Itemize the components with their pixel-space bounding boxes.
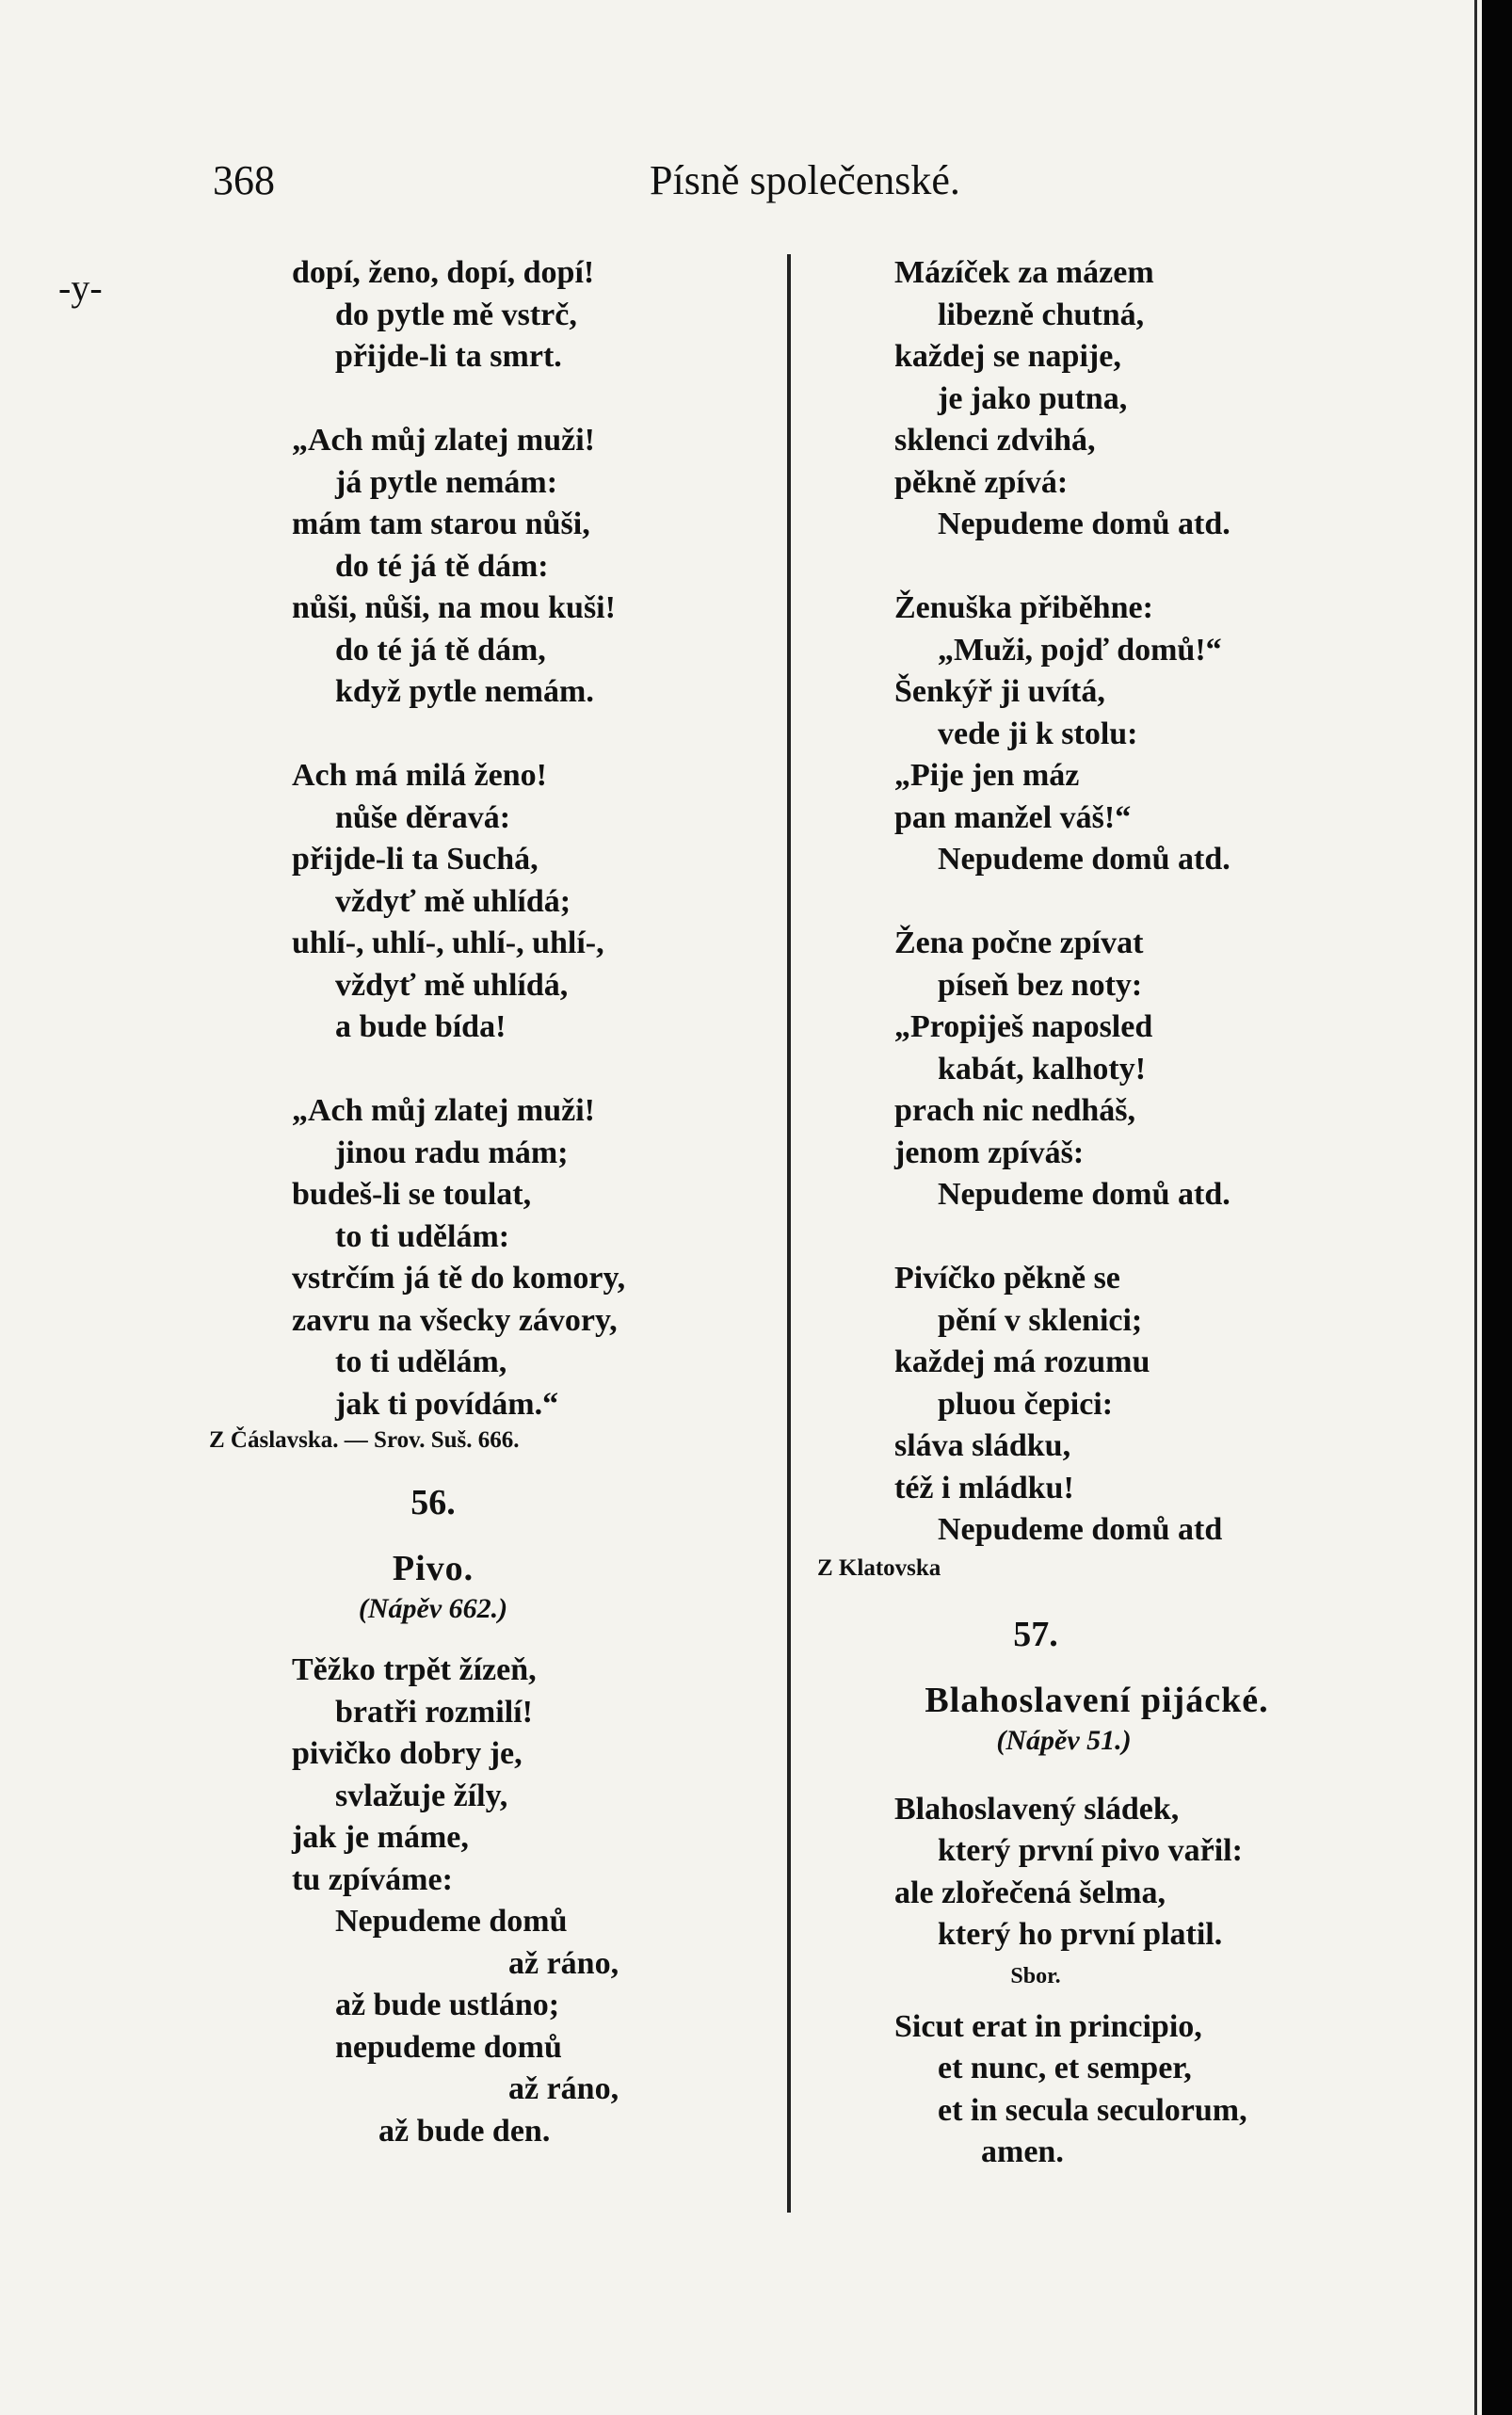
verse-line: zavru na všecky závory, xyxy=(292,1302,618,1338)
verse-line: sláva sládku, xyxy=(894,1428,1071,1463)
tune-reference: (Nápěv 662.) xyxy=(358,1593,508,1624)
verse-line: Žena počne zpívat xyxy=(894,926,1144,960)
verse-line: nůši, nůši, na mou kuši! xyxy=(292,590,616,625)
verse-line: prach nic nedháš, xyxy=(894,1093,1135,1128)
verse-line: Těžko trpět žízeň, xyxy=(292,1652,537,1687)
verse-line: pění v sklenici; xyxy=(938,1302,1143,1338)
verse-line: až ráno, xyxy=(508,2071,619,2106)
song-title: Blahoslavení pijácké. xyxy=(925,1680,1269,1720)
verse-line: až ráno, xyxy=(508,1945,619,1981)
scan-edge-shadow xyxy=(1482,0,1512,2415)
verse-line: „Ach můj zlatej muži! xyxy=(292,423,595,458)
verse-line: každej má rozumu xyxy=(894,1344,1150,1379)
verse-line: Nepudeme domů atd. xyxy=(938,842,1231,877)
chorus-verses xyxy=(894,2006,1346,2174)
verse-line: uhlí-, uhlí-, uhlí-, uhlí-, xyxy=(292,926,604,960)
song-continuation xyxy=(894,252,1346,1552)
verse-line: Ženuška přiběhne: xyxy=(894,590,1153,625)
verse-line: to ti udělám: xyxy=(335,1218,510,1254)
verse-line: Sicut erat in principio, xyxy=(894,2008,1202,2044)
stanza-gap xyxy=(292,1049,781,1091)
verse-line: libezně chutná, xyxy=(938,297,1145,332)
verse-line: Nepudeme domů atd xyxy=(938,1512,1223,1547)
song-verses xyxy=(292,1650,781,2152)
verse-line: jak ti povídám.“ xyxy=(335,1386,559,1422)
verse-line: pan manžel váš!“ xyxy=(894,799,1132,835)
verse-line: jak je máme, xyxy=(292,1820,469,1855)
right-column xyxy=(817,252,1346,2174)
verse-line: dopí, ženo, dopí, dopí! xyxy=(292,255,595,290)
verse-line: Pivíčko pěkně se xyxy=(894,1261,1120,1296)
column-divider xyxy=(787,254,791,2213)
verse-line: když pytle nemám. xyxy=(335,674,594,709)
verse-line: kabát, kalhoty! xyxy=(938,1051,1147,1087)
verse-line: Nepudeme domů xyxy=(335,1904,568,1939)
source-note: Z Čáslavska. — Srov. Suš. 666. xyxy=(209,1427,520,1453)
stanza-gap xyxy=(894,546,1346,588)
verse-line: ale zlořečená šelma, xyxy=(894,1875,1166,1910)
verse-line: pivičko dobry je, xyxy=(292,1736,523,1771)
verse-line: vede ji k stolu: xyxy=(938,716,1138,751)
verse-line: Ach má milá ženo! xyxy=(292,758,548,793)
verse-line: až bude den. xyxy=(378,2113,551,2149)
verse-line: Šenkýř ji uvítá, xyxy=(894,674,1105,709)
chorus-label: Sbor. xyxy=(1010,1963,1061,1988)
verse-line: je jako putna, xyxy=(938,380,1128,416)
verse-line: já pytle nemám: xyxy=(335,464,558,500)
verse-line: „Muži, pojď domů!“ xyxy=(938,632,1222,668)
verse-line: vždyť mě uhlídá, xyxy=(335,967,569,1003)
song-number: 56. xyxy=(410,1483,456,1522)
stanza-gap xyxy=(292,378,781,421)
song-title: Pivo. xyxy=(392,1549,475,1588)
running-title: Písně společenské. xyxy=(650,157,960,203)
verse-line: pěkně zpívá: xyxy=(894,464,1069,500)
verse-line: „Ach můj zlatej muži! xyxy=(292,1093,595,1128)
verse-line: mám tam starou nůši, xyxy=(292,507,590,541)
stanza-gap xyxy=(894,881,1346,924)
verse-line: „Propiješ naposled xyxy=(894,1009,1153,1044)
verse-line: bratři rozmilí! xyxy=(335,1694,533,1730)
verse-line: do té já tě dám: xyxy=(335,548,549,584)
verse-line: nůše děravá: xyxy=(335,799,511,835)
song-continuation xyxy=(292,252,781,1425)
stanza-gap xyxy=(292,714,781,756)
verse-line: Nepudeme domů atd. xyxy=(938,507,1231,541)
verse-line: každej se napije, xyxy=(894,339,1121,374)
verse-line: jenom zpíváš: xyxy=(894,1135,1085,1170)
verse-line: Mázíček za mázem xyxy=(894,255,1154,290)
verse-line: Blahoslavený sládek, xyxy=(894,1791,1180,1827)
verse-line: vždyť mě uhlídá; xyxy=(335,883,571,919)
source-note: Z Klatovska xyxy=(817,1554,941,1581)
verse-line: budeš-li se toulat, xyxy=(292,1177,532,1212)
song-verses xyxy=(894,1789,1346,1956)
verse-line: tu zpíváme: xyxy=(292,1861,453,1897)
verse-line: píseň bez noty: xyxy=(938,967,1143,1003)
verse-line: přijde-li ta Suchá, xyxy=(292,842,539,877)
verse-line: vstrčím já tě do komory, xyxy=(292,1261,626,1296)
verse-line: sklenci zdvihá, xyxy=(894,423,1096,458)
verse-line: též i mládku! xyxy=(894,1470,1074,1505)
verse-line: svlažuje žíly, xyxy=(335,1778,508,1813)
page-number: 368 xyxy=(213,157,275,203)
verse-line: amen. xyxy=(981,2134,1064,2169)
verse-line: to ti udělám, xyxy=(335,1344,507,1379)
verse-line: et nunc, et semper, xyxy=(938,2051,1192,2085)
verse-line: a bude bída! xyxy=(335,1009,507,1044)
verse-line: „Pije jen máz xyxy=(894,758,1080,793)
verse-line: který první pivo vařil: xyxy=(938,1833,1243,1868)
verse-line: Nepudeme domů atd. xyxy=(938,1177,1231,1212)
left-column xyxy=(209,252,781,2152)
tune-reference: (Nápěv 51.) xyxy=(996,1724,1132,1756)
verse-line: do pytle mě vstrč, xyxy=(335,297,577,332)
verse-line: nepudeme domů xyxy=(335,2029,562,2065)
margin-note: -y- xyxy=(58,266,103,309)
song-number: 57. xyxy=(1013,1614,1058,1654)
page-edge xyxy=(1474,0,1477,2415)
verse-line: jinou radu mám; xyxy=(335,1135,569,1170)
verse-line: et in secula seculorum, xyxy=(938,2092,1247,2128)
verse-line: přijde-li ta smrt. xyxy=(335,339,562,374)
verse-line: pluou čepici: xyxy=(938,1386,1114,1422)
verse-line: do té já tě dám, xyxy=(335,632,546,668)
verse-line: až bude ustláno; xyxy=(335,1988,560,2022)
stanza-gap xyxy=(894,1216,1346,1259)
verse-line: který ho první platil. xyxy=(938,1917,1223,1952)
